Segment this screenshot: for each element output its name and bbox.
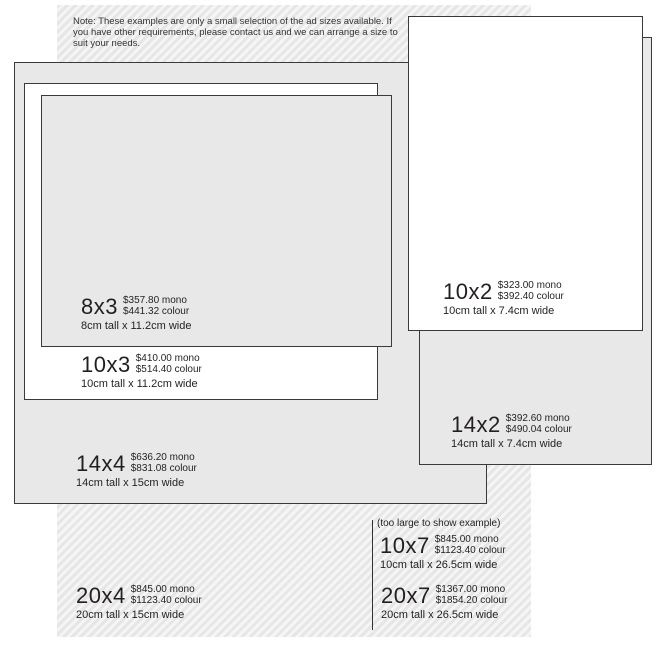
too-large-note: (too large to show example) (377, 518, 501, 529)
mono-price: $323.00 mono (497, 280, 562, 291)
ad-size: 10x7 (380, 533, 430, 558)
ad-label-14x2 (451, 413, 572, 451)
colour-price: $1123.40 colour (434, 545, 506, 556)
ad-size: 20x4 (76, 583, 126, 608)
ad-dimensions: 10cm tall x 7.4cm wide (443, 305, 555, 317)
ad-label-10x7 (380, 534, 506, 572)
ad-label-10x2 (443, 280, 564, 318)
ad-size: 8x3 (81, 294, 118, 319)
ad-size: 20x7 (381, 583, 431, 608)
ad-label-20x7 (381, 584, 507, 622)
mono-price: $357.80 mono (122, 295, 187, 306)
ad-label-8x3 (81, 295, 191, 333)
ad-dimensions: 8cm tall x 11.2cm wide (81, 320, 192, 332)
colour-price: $831.08 colour (130, 463, 197, 474)
colour-price: $1123.40 colour (130, 595, 202, 606)
ad-size: 14x4 (76, 451, 126, 476)
ad-dimensions: 10cm tall x 26.5cm wide (380, 559, 498, 571)
ad-dimensions: 14cm tall x 15cm wide (76, 477, 185, 489)
mono-price: $845.00 mono (130, 584, 195, 595)
colour-price: $514.40 colour (135, 364, 202, 375)
ad-dimensions: 10cm tall x 11.2cm wide (81, 378, 198, 390)
ad-size: 14x2 (451, 412, 501, 437)
ad-dimensions: 20cm tall x 15cm wide (76, 609, 185, 621)
colour-price: $392.40 colour (497, 291, 564, 302)
colour-price: $441.32 colour (122, 306, 190, 317)
mono-price: $410.00 mono (135, 353, 200, 364)
ad-size: 10x2 (443, 279, 493, 304)
ad-size: 10x3 (81, 352, 131, 377)
ad-label-14x4 (76, 452, 197, 490)
mono-price: $845.00 mono (434, 534, 499, 545)
column-divider (372, 520, 373, 630)
mono-price: $636.20 mono (130, 452, 195, 463)
ad-label-20x4 (76, 584, 202, 622)
mono-price: $392.60 mono (505, 413, 570, 424)
colour-price: $1854.20 colour (435, 595, 508, 606)
ad-label-10x3 (81, 353, 202, 391)
ad-dimensions: 14cm tall x 7.4cm wide (451, 438, 563, 450)
mono-price: $1367.00 mono (435, 584, 506, 595)
colour-price: $490.04 colour (505, 424, 572, 435)
ad-dimensions: 20cm tall x 26.5cm wide (381, 609, 499, 621)
size-note: Note: These examples are only a small selection of the ad sizes available. If you have other requirements, please contact us and we can arrange a size to suit your needs. (73, 16, 398, 49)
